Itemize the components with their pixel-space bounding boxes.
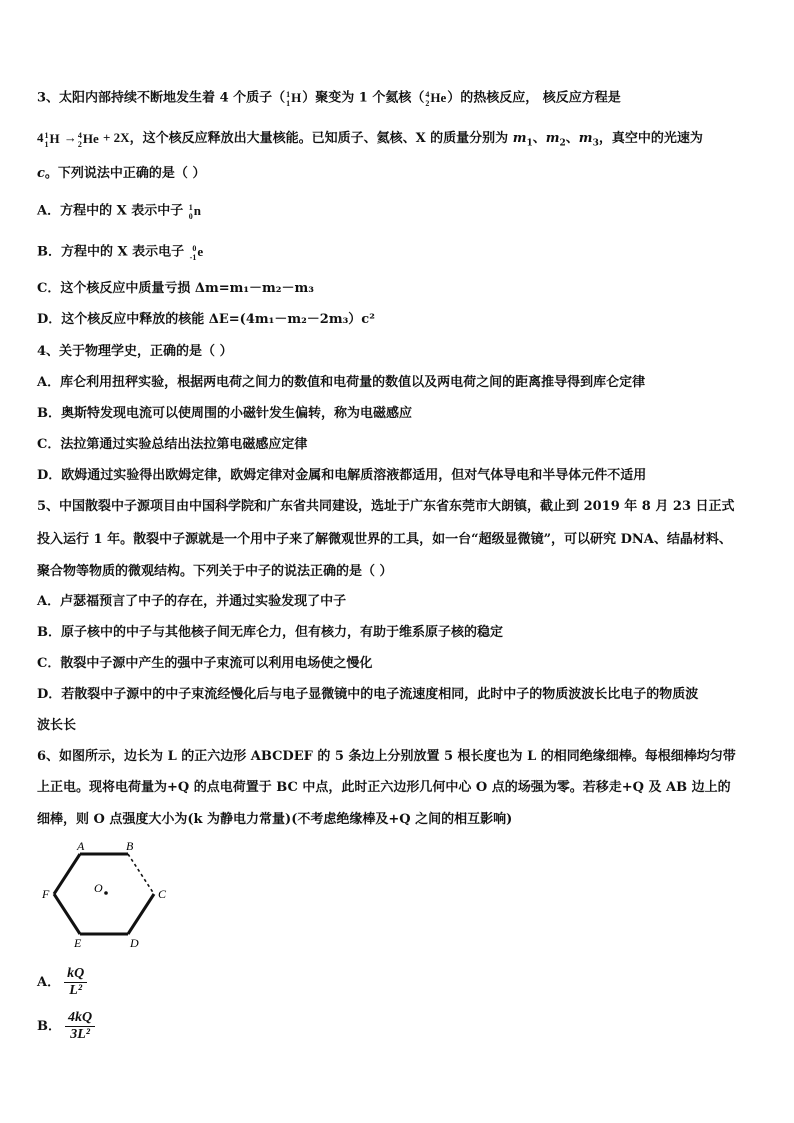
q3-stem-text-d: ，这个核反应释放出大量核能。已知质子、氦核、X 的质量分别为 bbox=[129, 131, 513, 146]
vertex-label-f: F bbox=[42, 887, 50, 901]
center-label-o: O bbox=[94, 881, 103, 895]
q3-stem-line2: 4 1 1 H → 4 2 He + 2X，这个核反应释放出大量核能。已知质子、氦核、X 的质量分别为 $m_1$、$m_2$、$m_3$，真空中的光速为 bbox=[37, 130, 703, 150]
q4-stem: 4、关于物理学史，正确的是（ ） bbox=[37, 344, 233, 359]
q3-stem-line1 bbox=[37, 88, 621, 109]
fraction-b: $\frac{4kQ}{\text{3L²}}$ bbox=[65, 1010, 95, 1043]
vertex-label-e: E bbox=[74, 936, 82, 950]
q3-stem-text-c: ）的热核反应， 核反应方程是 bbox=[447, 90, 621, 106]
q5-option-b: B．原子核中的中子与其他核子间无库仑力，但有核力，有助于维系原子核的稳定 bbox=[37, 625, 503, 640]
electron-nuclide: 0 -1 e bbox=[189, 244, 204, 263]
nuclear-equation: 4 1 1 H → 4 2 He + 2X bbox=[37, 130, 130, 150]
q3-option-a: A．方程中的 X 表示中子 1 0 n bbox=[37, 203, 201, 222]
q6-option-a: A． $\frac{kQ}{\text{L²}}$ bbox=[37, 966, 87, 999]
q5-option-c: C．散裂中子源中产生的强中子束流可以利用电场使之慢化 bbox=[37, 656, 373, 671]
q6-option-b: B． $\frac{4kQ}{\text{3L²}}$ bbox=[37, 1010, 95, 1043]
fraction-a: $\frac{kQ}{\text{L²}}$ bbox=[64, 966, 87, 999]
q3-stem-text-a: 3、太阳内部持续不断地发生着 4 个质子（ bbox=[37, 90, 286, 106]
hexagon-figure bbox=[36, 836, 186, 951]
q3-option-c: C．这个核反应中质量亏损 Δm=m₁－m₂－m₃ bbox=[37, 281, 314, 296]
edge-bc bbox=[128, 854, 154, 894]
q5-option-a: A．卢瑟福预言了中子的存在，并通过实验发现了中子 bbox=[37, 594, 347, 609]
q4-option-b: B．奥斯特发现电流可以使周围的小磁针发生偏转，称为电磁感应 bbox=[37, 406, 412, 421]
arrow-icon: → bbox=[63, 130, 77, 145]
q6-stem-line2: 上正电。现将电荷量为+Q 的点电荷置于 BC 中点，此时正六边形几何中心 O 点的场强为零。若移走+Q 及 AB 边上的 bbox=[37, 780, 731, 795]
helium-nuclide: 4 2 He bbox=[425, 90, 447, 109]
q3-stem-text-b: ）聚变为 1 个氦核（ bbox=[302, 90, 425, 106]
q4-option-c: C．法拉第通过实验总结出法拉第电磁感应定律 bbox=[37, 437, 308, 452]
q5-option-d-line1: D．若散裂中子源中的中子束流经慢化后与电子显微镜中的电子流速度相同，此时中子的物质波波长比电子的物质波 bbox=[37, 687, 699, 702]
edge-fa bbox=[54, 854, 80, 894]
vertex-label-c: C bbox=[158, 887, 167, 901]
vertex-label-d: D bbox=[130, 936, 139, 950]
q5-stem-line1: 5、中国散裂中子源项目由中国科学院和广东省共同建设，选址于广东省东莞市大朗镇，截止到 2019 年 8 月 23 日正式 bbox=[37, 499, 735, 514]
edge-cd bbox=[128, 894, 154, 934]
q6-stem-line1: 6、如图所示，边长为 L 的正六边形 ABCDEF 的 5 条边上分别放置 5 根长度也为 L 的相同绝缘细棒。每根细棒均匀带 bbox=[37, 749, 736, 764]
q5-option-d-line2: 波长长 bbox=[37, 718, 77, 733]
edge-ef bbox=[54, 894, 80, 934]
q4-option-d: D．欧姆通过实验得出欧姆定律，欧姆定律对金属和电解质溶液都适用，但对气体导电和半导体元件不适用 bbox=[37, 468, 647, 483]
q3-option-d: D．这个核反应中释放的核能 ΔE=(4m₁－m₂－2m₃）c² bbox=[37, 312, 375, 327]
q4-option-a: A．库仑利用扭秤实验，根据两电荷之间力的数值和电荷量的数值以及两电荷之间的距离推导得到库仑定律 bbox=[37, 375, 646, 390]
q3-stem-line3: c。下列说法中正确的是（ ） bbox=[37, 166, 206, 181]
center-point bbox=[104, 891, 108, 895]
q5-stem-line3: 聚合物等物质的微观结构。下列关于中子的说法正确的是（ ） bbox=[37, 564, 393, 579]
q3-stem-text-e: ，真空中的光速为 bbox=[598, 131, 703, 146]
q6-stem-line3: 细棒，则 O 点强度大小为(k 为静电力常量)(不考虑绝缘棒及+Q 之间的相互影响) bbox=[37, 812, 513, 827]
q5-stem-line2: 投入运行 1 年。散裂中子源就是一个用中子来了解微观世界的工具，如一台“超级显微镜”，可以研究 DNA、结晶材料、 bbox=[37, 532, 732, 547]
neutron-nuclide: 1 0 n bbox=[188, 203, 201, 222]
vertex-label-b: B bbox=[126, 839, 134, 853]
vertex-label-a: A bbox=[77, 839, 85, 853]
proton-nuclide: 1 1 H bbox=[286, 90, 302, 109]
q3-option-b: B．方程中的 X 表示电子 0 -1 e bbox=[37, 244, 204, 263]
